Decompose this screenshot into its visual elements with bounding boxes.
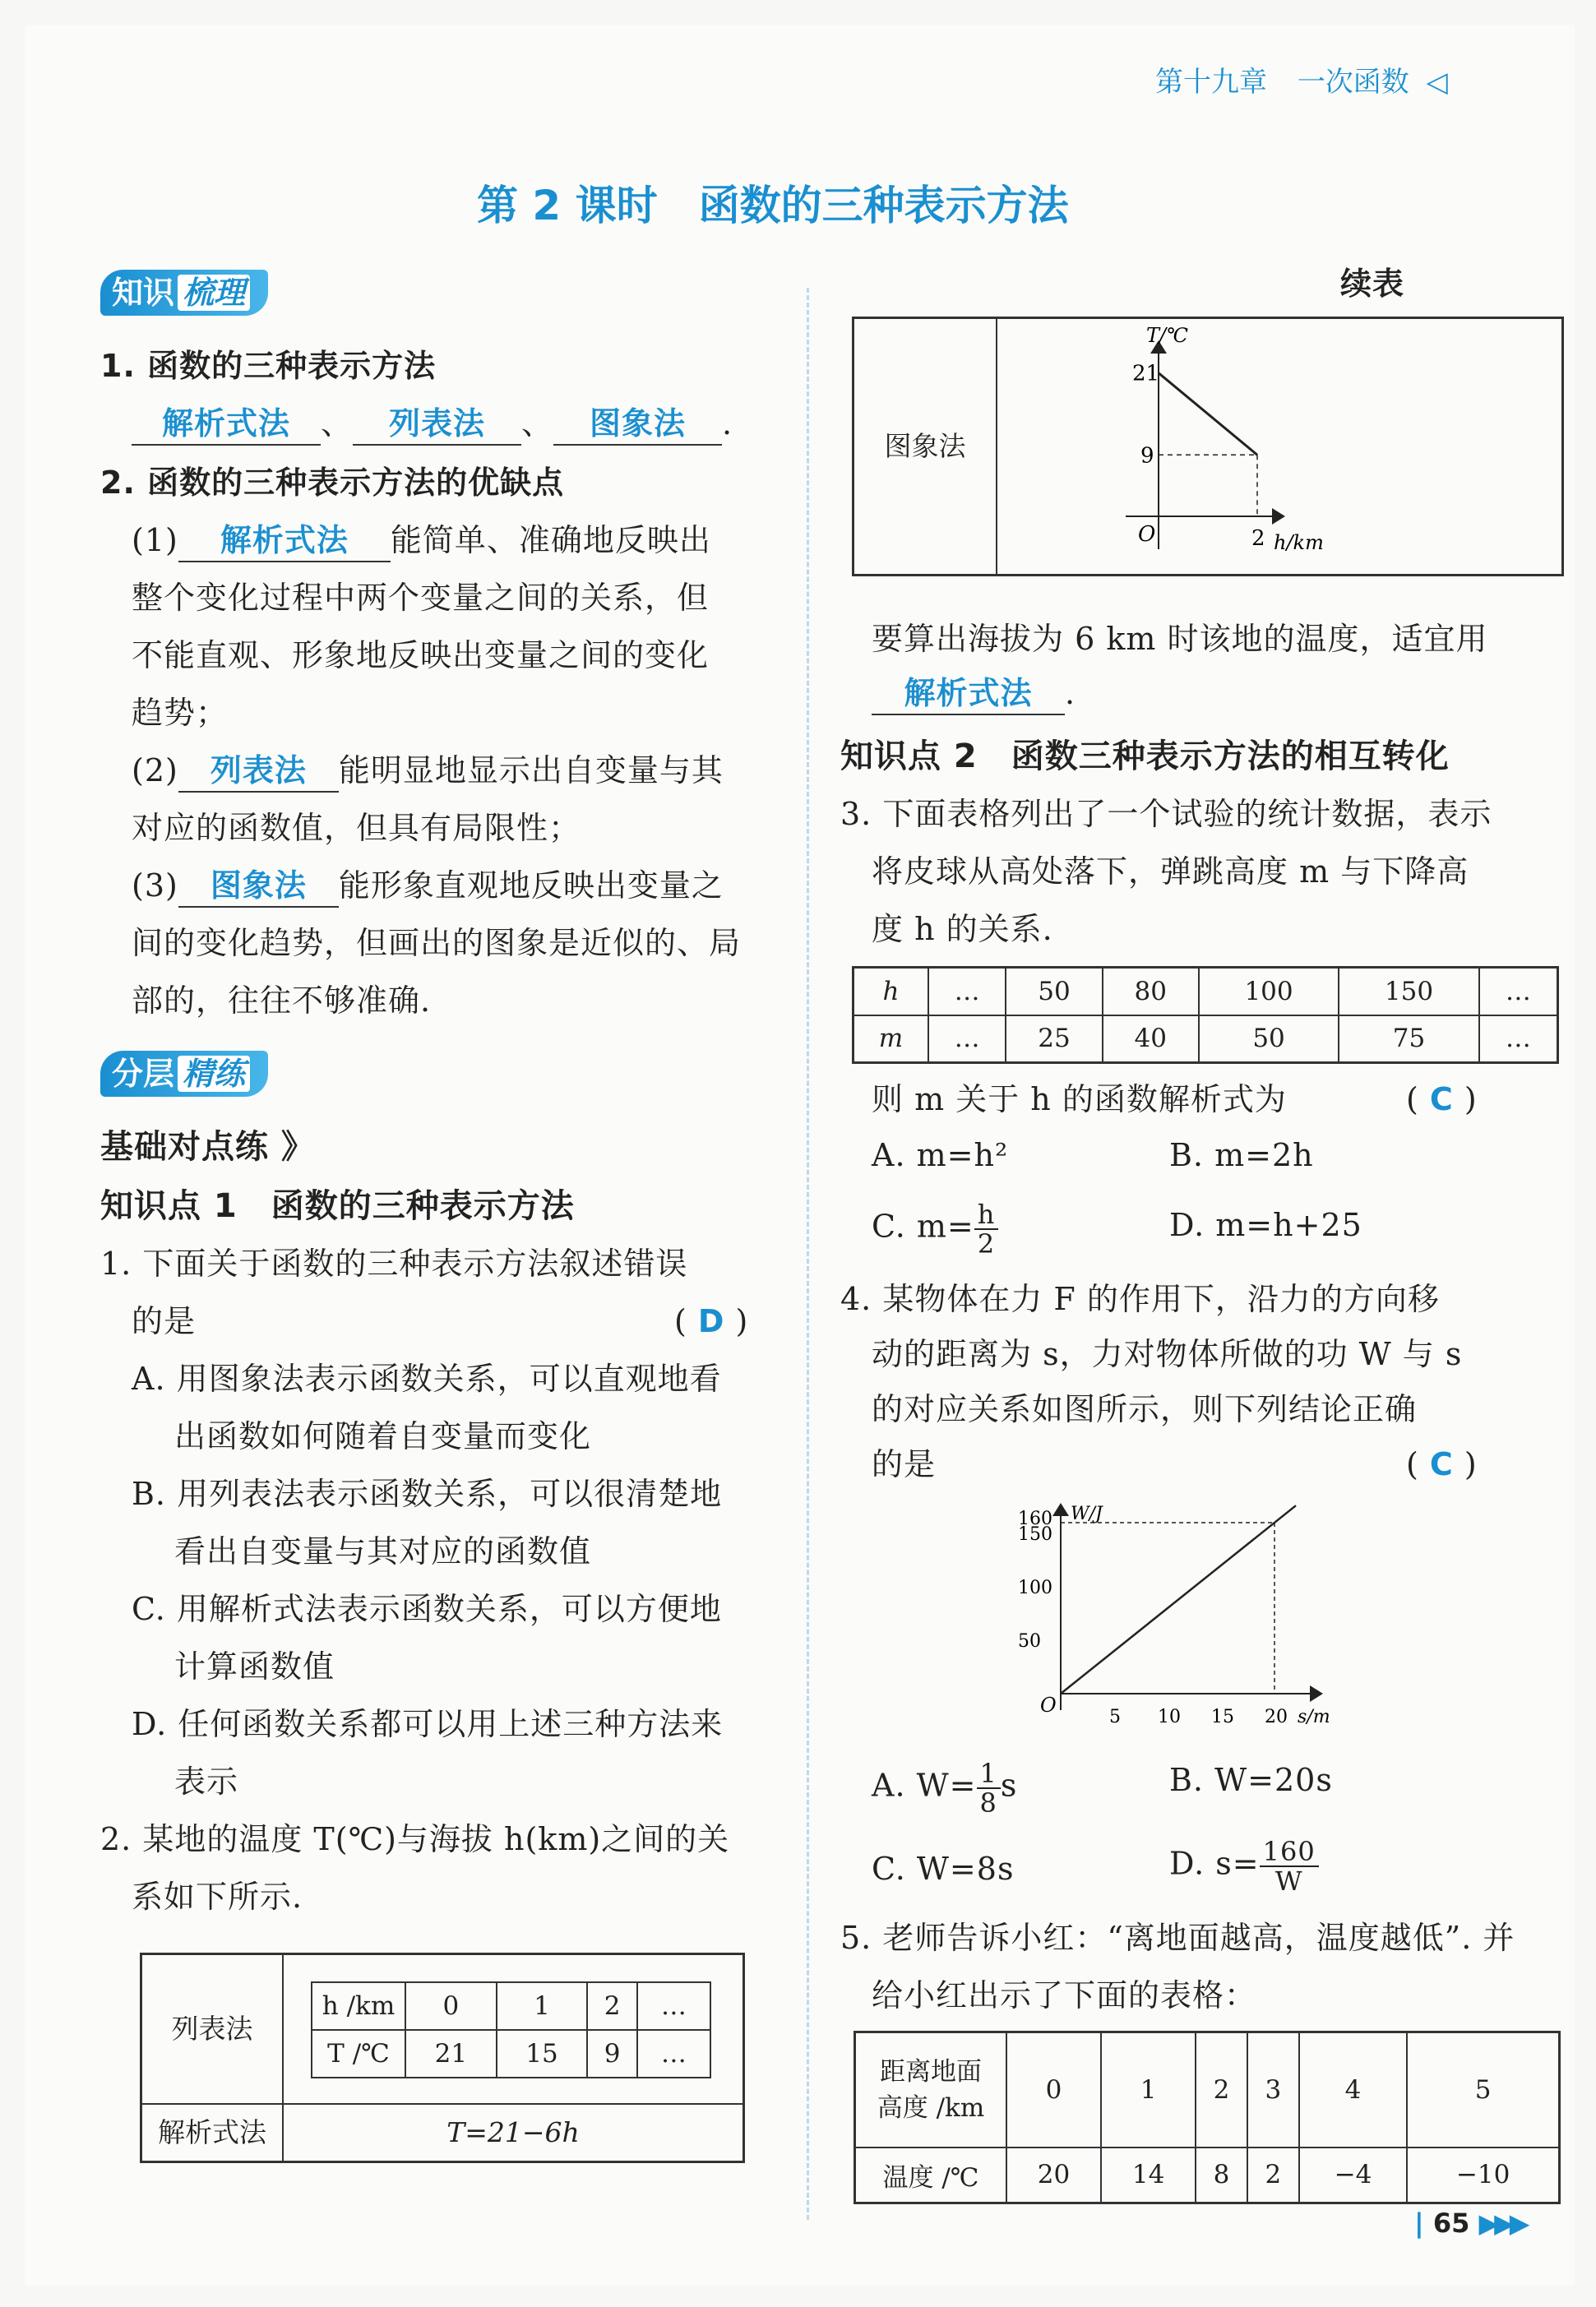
column-divider — [807, 288, 809, 2220]
page-number: | 65 ▶▶▶ — [1414, 2208, 1525, 2239]
ex4-option-c: C. W=8s — [872, 1851, 1015, 1887]
basic-practice-heading: 基础对点练 》 — [100, 1128, 315, 1166]
ex3-table: h … 50 80 100 150 … m … 25 40 50 75 … — [852, 966, 1559, 1064]
ex4-option-a: A. W= $\frac{1}{8}$ s — [872, 1758, 1018, 1819]
ex3-option-a: A. m=h² — [872, 1137, 1009, 1173]
x-axis-label: h/km — [1274, 531, 1324, 554]
ex1-option-c: C. 用解析式法表示函数关系，可以方便地 — [132, 1591, 722, 1627]
ex2-inner-table: h /km 0 1 2 … T /℃ 21 15 9 … — [311, 1981, 711, 2078]
ex3-option-c: C. m= $\frac{h}{2}$ — [872, 1200, 998, 1258]
ex1-option-a2: 出函数如何随着自变量而变化 — [174, 1418, 592, 1454]
y-tick-9: 9 — [1140, 443, 1154, 469]
topic-label: 一次函数 — [1297, 66, 1409, 99]
y-tick-150: 150 — [1018, 1524, 1052, 1545]
ex4-stem3: 的对应关系如图所示，则下列结论正确 — [872, 1391, 1418, 1427]
knowledge-point-2: 知识点 2 函数三种表示方法的相互转化 — [840, 737, 1450, 775]
page — [25, 25, 1575, 2286]
q1-answers: 解析式法 、 列表法 、 图象法 . — [132, 403, 733, 446]
ex1-option-c2: 计算函数值 — [174, 1648, 335, 1685]
point2: (2) 列表法 能明显地显示出自变量与其 — [132, 750, 724, 793]
point2-line2: 对应的函数值，但具有局限性； — [132, 810, 581, 846]
ex3-option-d: D. m=h+25 — [1169, 1207, 1362, 1243]
ex4-answer: ( C ) — [1406, 1446, 1478, 1482]
ex4-stem2: 动的距离为 s，力对物体所做的功 W 与 s — [872, 1336, 1463, 1372]
point1-line2: 整个变化过程中两个变量之间的关系，但 — [132, 580, 710, 616]
ex4-stem: 4. 某物体在力 F 的作用下，沿力的方向移 — [840, 1281, 1440, 1317]
graph-label: 图象法 — [854, 319, 997, 574]
ex1-option-d: D. 任何函数关系都可以用上述三种方法来 — [132, 1706, 724, 1742]
ex3-question: 则 m 关于 h 的函数解析式为 — [872, 1081, 1287, 1117]
x-tick-15: 15 — [1211, 1707, 1234, 1727]
point3: (3) 图象法 能形象直观地反映出变量之 — [132, 865, 724, 908]
ex1-option-b2: 看出自变量与其对应的函数值 — [174, 1533, 592, 1570]
running-header — [1155, 59, 1448, 99]
graph-table — [852, 317, 1564, 576]
ex4-option-d: D. s= $\frac{160}{W}$ — [1169, 1838, 1319, 1895]
point1: (1) 解析式法 能简单、准确地反映出 — [132, 520, 711, 562]
ex1-option-b: B. 用列表法表示函数关系，可以很清楚地 — [132, 1476, 723, 1512]
ex5-stem2: 给小红出示了下面的表格： — [872, 1977, 1257, 2013]
q2-title: 2. 函数的三种表示方法的优缺点 — [100, 465, 565, 501]
line-segment — [1159, 373, 1257, 455]
point3-line2: 间的变化趋势，但画出的图象是近似的、局 — [132, 925, 742, 961]
page-title: 第 2 课时 函数的三种表示方法 — [477, 182, 1069, 229]
x-tick-10: 10 — [1158, 1707, 1181, 1727]
origin-label: O — [1040, 1694, 1057, 1717]
origin-label: O — [1138, 522, 1156, 547]
y-axis-label: W/J — [1071, 1504, 1103, 1524]
row-label-table: 列表法 — [142, 1955, 284, 2105]
y-tick-100: 100 — [1018, 1578, 1052, 1598]
ex3-stem: 3. 下面表格列出了一个试验的统计数据，表示 — [840, 796, 1492, 832]
ex1-answer: ( D ) — [674, 1303, 749, 1339]
ex2-answer-line: 解析式法 . — [872, 673, 1076, 715]
chapter-label: 第十九章 — [1155, 66, 1267, 99]
continued-label: 续表 — [1340, 266, 1405, 302]
q1-title: 1. 函数的三种表示方法 — [100, 348, 437, 384]
ex4-option-b: B. W=20s — [1169, 1762, 1333, 1798]
ex3-answer: ( C ) — [1406, 1081, 1478, 1117]
ex1-option-d2: 表示 — [174, 1764, 239, 1800]
point1-line3: 不能直观、形象地反映出变量之间的变化 — [132, 637, 710, 673]
knowledge-point-1: 知识点 1 函数的三种表示方法 — [100, 1187, 575, 1225]
y-tick-50: 50 — [1018, 1631, 1041, 1652]
point1-line4: 趋势； — [132, 695, 229, 731]
x-axis-label: s/m — [1298, 1707, 1330, 1727]
ex3-option-b: B. m=2h — [1169, 1137, 1314, 1173]
x-tick-5: 5 — [1109, 1707, 1121, 1727]
ex1-stem2: 的是 — [132, 1303, 197, 1339]
line-segment — [1061, 1505, 1296, 1694]
banner-practice: 分层 精练 — [100, 1051, 268, 1097]
temperature-graph — [1002, 319, 1553, 570]
x-tick-20: 20 — [1265, 1707, 1288, 1727]
work-graph — [995, 1496, 1357, 1743]
y-tick-21: 21 — [1132, 361, 1160, 386]
ex2-stem2: 系如下所示. — [132, 1879, 303, 1915]
ex5-stem: 5. 老师告诉小红：“离地面越高，温度越低”. 并 — [840, 1920, 1515, 1956]
ex2-stem: 2. 某地的温度 T(℃)与海拔 h(km)之间的关 — [100, 1821, 730, 1857]
point3-line3: 部的，往往不够准确. — [132, 982, 432, 1019]
banner-knowledge: 知识 梳理 — [100, 270, 268, 316]
chevrons-icon: ▶▶▶ — [1478, 2208, 1525, 2239]
row-label-formula: 解析式法 — [142, 2105, 284, 2161]
y-tick-160: 160 — [1018, 1509, 1052, 1529]
ex1-stem: 1. 下面关于函数的三种表示方法叙述错误 — [100, 1246, 688, 1282]
ex4-stem4: 的是 — [872, 1446, 937, 1482]
y-axis-label: T/℃ — [1146, 324, 1188, 347]
ex3-stem3: 度 h 的关系. — [872, 911, 1053, 947]
ex2-question: 要算出海拔为 6 km 时该地的温度，适宜用 — [872, 621, 1488, 657]
ex2-table — [140, 1953, 745, 2163]
ex2-formula: T=21−6h — [446, 2116, 580, 2148]
triangle-left-icon: ◁ — [1426, 66, 1448, 99]
x-tick-2: 2 — [1251, 526, 1265, 551]
ex3-stem2: 将皮球从高处落下，弹跳高度 m 与下降高 — [872, 853, 1469, 890]
ex5-table: 距离地面 高度 /km 0 1 2 3 4 5 温度 /℃ 20 14 8 2 −4 −10 — [854, 2031, 1561, 2204]
ex1-option-a: A. 用图象法表示函数关系，可以直观地看 — [132, 1361, 722, 1397]
